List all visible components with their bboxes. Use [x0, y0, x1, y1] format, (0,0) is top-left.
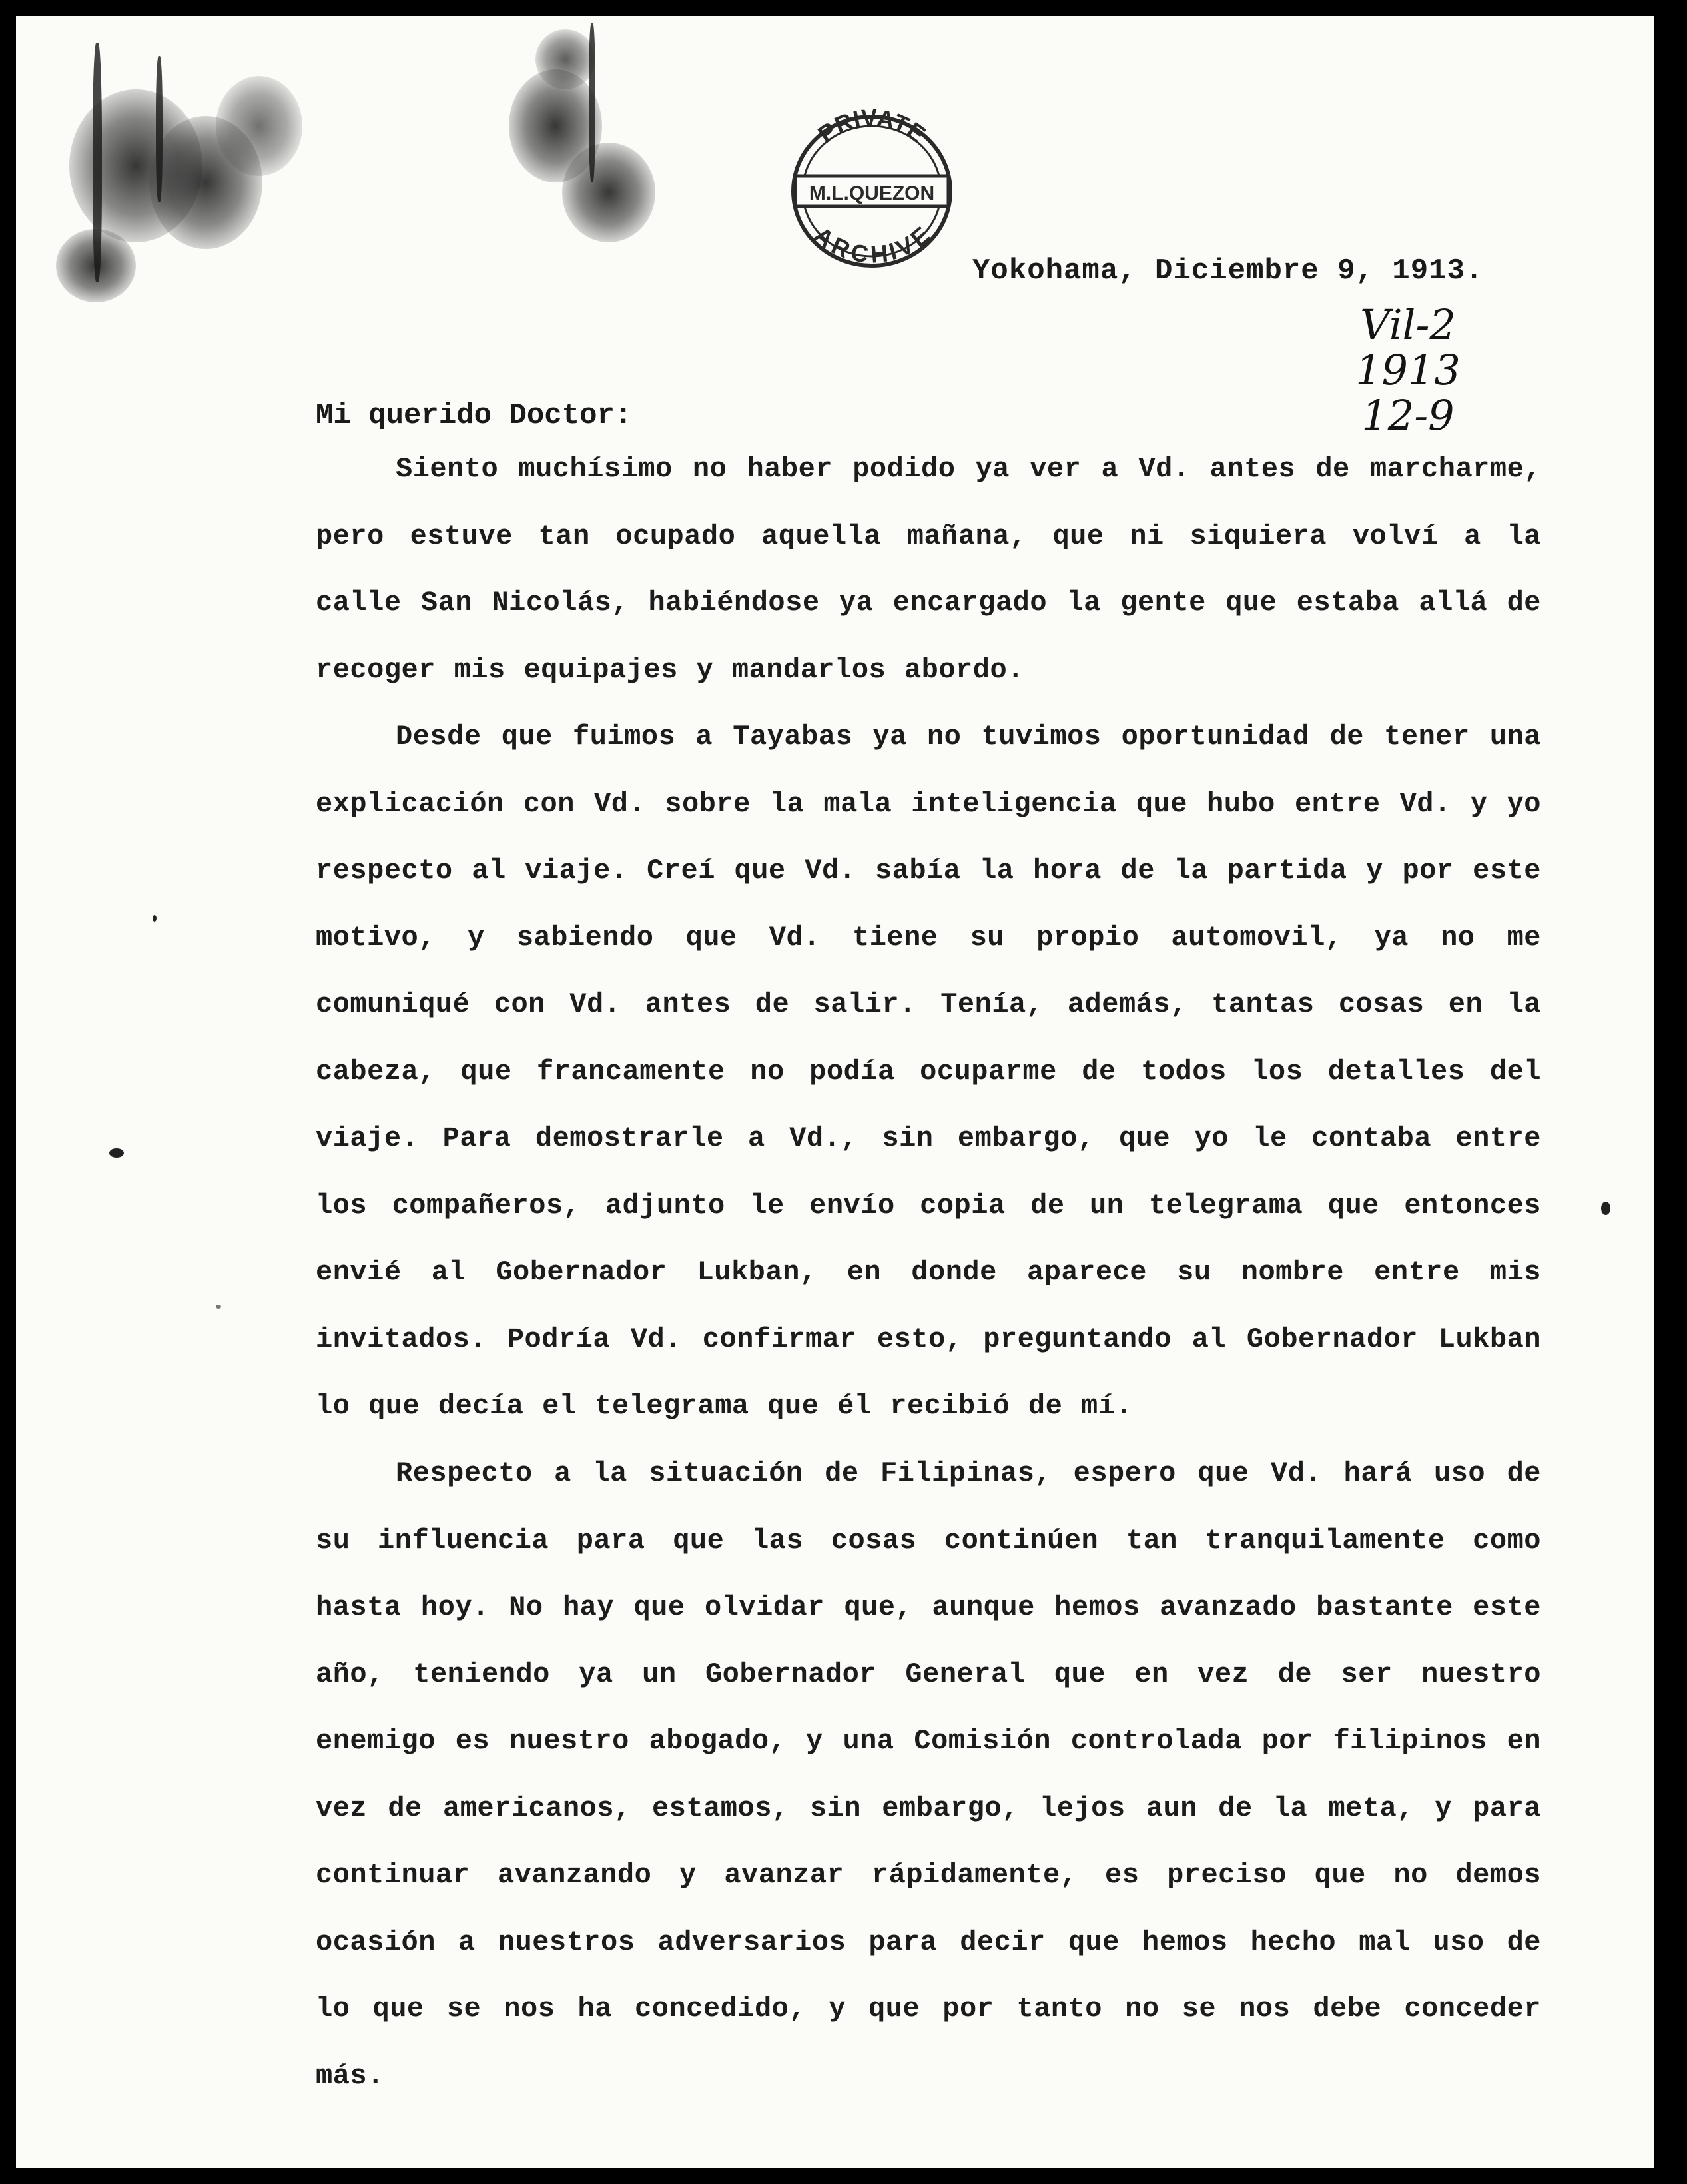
- letter-page: [16, 16, 1654, 2168]
- ink-drip: [156, 56, 163, 202]
- scan-speck: [109, 1148, 124, 1158]
- paragraph-1: Siento muchísimo no haber podido ya ver a Vd. antes de marcharme, pero estuve tan ocupado aquella mañana, que ni siquiera volví a la calle San Nicolás, habiéndose ya encargado la gente que estaba allá de recoger mis equipajes y mandarlos abordo.: [316, 453, 1541, 686]
- scan-speck: [153, 915, 157, 922]
- handnote-line: 1913: [1355, 346, 1461, 394]
- paragraph-3: Respecto a la situación de Filipinas, espero que Vd. hará uso de su influencia para que las cosas continúen tan tranquilamente como hasta hoy. No hay que olvidar que, aunque hemos avanzado bastante este año, teniendo ya un Gobernador General que en vez de ser nuestro enemigo es nuestro abogado, y una Comisión controlada por filipinos en vez de americanos, estamos, sin embargo, lejos aun de la meta, y para continuar avanzando y avanzar rápidamente, es preciso que no demos ocasión a nuestros adversarios para decir que hemos hecho mal uso de lo que se nos ha concedido, y que por tanto no se nos debe conceder más.: [316, 1457, 1541, 2092]
- paragraph-2: Desde que fuimos a Tayabas ya no tuvimos oportunidad de tener una explicación con Vd. sobre la mala inteligencia que hubo entre Vd. y yo respecto al viaje. Creí que Vd. sabía la hora de la partida y por este motivo, y sabiendo que Vd. tiene su propio automovil, ya no me comuniqué con Vd. antes de salir. Tenía, además, tantas cosas en la cabeza, que francamente no podía ocuparme de todos los detalles del viaje. Para demostrarle a Vd., sin embargo, que yo le contaba entre los compañeros, adjunto le envío copia de un telegrama que entonces envié al Gobernador Lukban, en donde aparece su nombre entre mis invitados. Podría Vd. confirmar esto, preguntando al Gobernador Lukban lo que decía el telegrama que él recibió de mí.: [316, 721, 1541, 1422]
- ink-stain: [535, 29, 595, 89]
- private-archive-stamp: [782, 106, 962, 272]
- scan-speck: [1601, 1202, 1610, 1215]
- handnote-line: Vil-2: [1360, 300, 1456, 349]
- svg-text:ARCHIVE: [809, 221, 935, 268]
- svg-text:PRIVATE: [813, 106, 931, 148]
- ink-drip: [93, 43, 102, 282]
- dateline: Yokohama, Diciembre 9, 1913.: [972, 254, 1484, 288]
- scan-speck: [216, 1305, 221, 1309]
- stamp-center-text: M.L.QUEZON: [809, 182, 935, 204]
- ink-drip: [589, 23, 595, 182]
- ink-stain: [562, 143, 655, 242]
- stamp-bottom-text: ARCHIVE: [809, 221, 935, 268]
- ink-stain: [216, 76, 302, 176]
- handnote-line: 12-9: [1361, 391, 1455, 440]
- stamp-top-text: PRIVATE: [813, 106, 931, 149]
- handwritten-archive-note: [1321, 302, 1495, 438]
- salutation: Mi querido Doctor:: [316, 399, 633, 432]
